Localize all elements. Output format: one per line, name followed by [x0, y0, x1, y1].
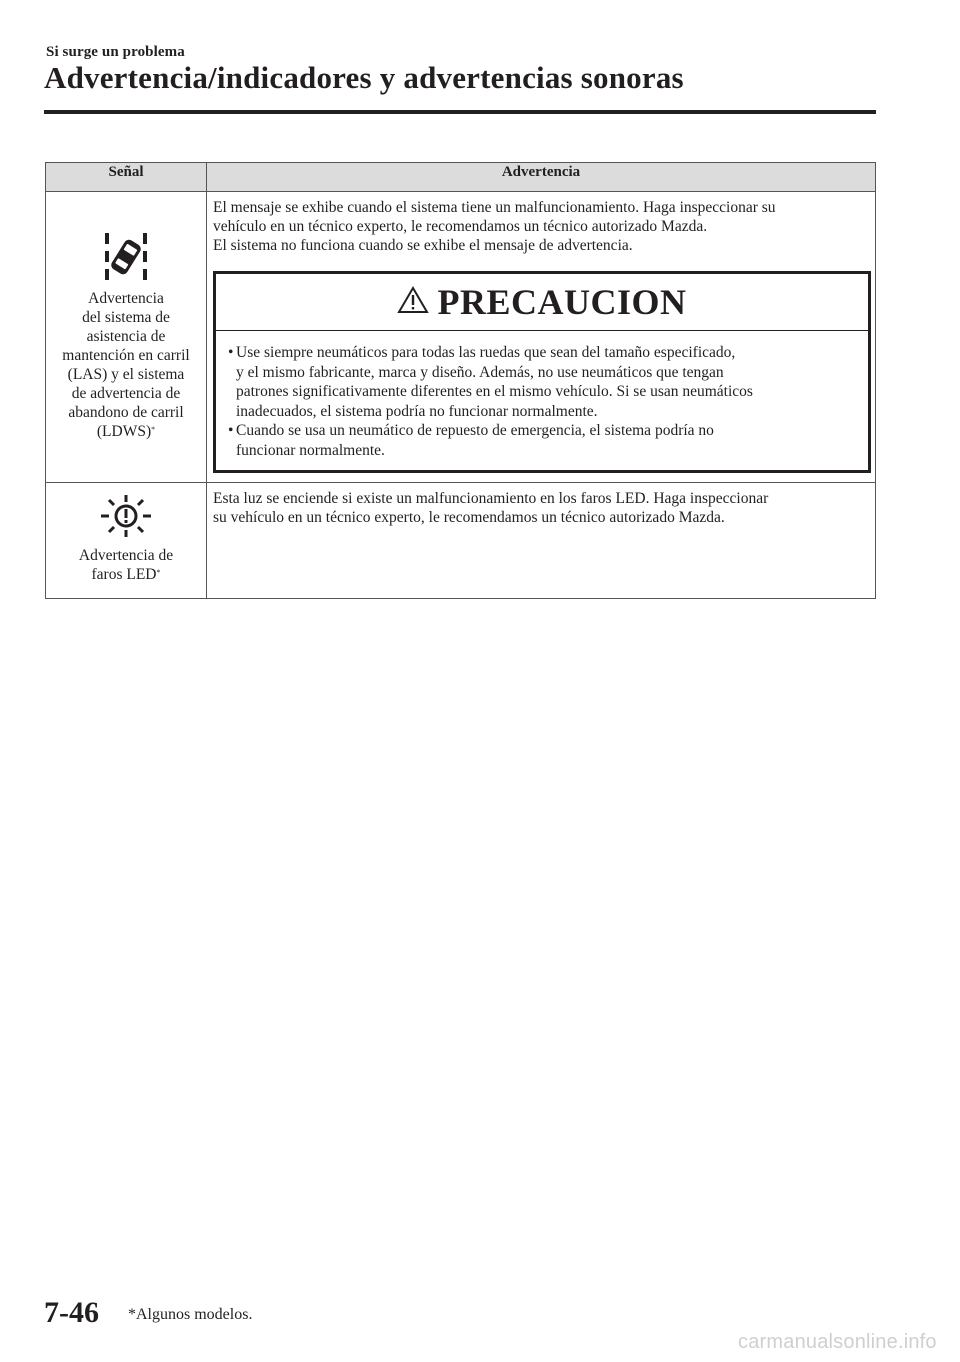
table-row	[46, 483, 876, 599]
precaution-bullet: • Cuando se usa un neumático de repuesto de emergencia, el sistema podría no funcionar normalmente.	[228, 422, 714, 459]
bullet-mark: •	[228, 422, 234, 439]
footnote: *Algunos modelos.	[128, 1306, 253, 1323]
precaution-bullet: • Use siempre neumáticos para todas las ruedas que sean del tamaño especificado, y el mismo fabricante, marca y diseño. Además, no use neumáticos que tengan patrones significativamente diferentes en el mismo vehículo. Si se usan neumáticos inadecuados, el sistema podría no funcionar normalmente.	[228, 344, 753, 420]
header-signal: Señal	[46, 163, 207, 192]
section-label: Si surge un problema	[46, 44, 185, 60]
description-cell: Esta luz se enciende si existe un malfuncionamiento en los faros LED. Haga inspeccionar su vehículo en un técnico experto, le recomendamos un técnico autorizado Mazda.	[207, 483, 876, 599]
precaution-body	[216, 331, 868, 470]
lane-warning-description: El mensaje se exhibe cuando el sistema tiene un malfuncionamiento. Haga inspeccionar su vehículo en un técnico experto, le recomendamos un técnico autorizado Mazda. El sistema no funciona cuando se exhibe el mensaje de advertencia.	[213, 199, 776, 254]
table-header-row	[46, 163, 876, 192]
footnote-mark: *	[156, 568, 161, 577]
page-title: Advertencia/indicadores y advertencias sonoras	[44, 60, 684, 95]
warning-triangle-icon	[397, 286, 429, 319]
warning-table	[45, 162, 876, 599]
table-row	[46, 192, 876, 483]
header-warning: Advertencia	[207, 163, 876, 192]
precaution-title: PRECAUCION	[437, 281, 687, 322]
watermark: carmanualsonline.info	[738, 1331, 937, 1353]
led-headlight-warning-icon	[48, 495, 204, 542]
footnote-mark: *	[151, 425, 156, 434]
signal-cell	[46, 192, 207, 483]
precaution-header	[216, 274, 868, 331]
title-divider	[44, 110, 876, 114]
bullet-mark: •	[228, 344, 234, 361]
page-number: 7-46	[44, 1296, 99, 1329]
lane-warning-label: Advertencia del sistema de asistencia de mantención en carril (LAS) y el sistema de advertencia de abandono de carril (LDWS)*	[62, 290, 190, 440]
led-warning-label: Advertencia de faros LED*	[78, 547, 174, 583]
precaution-box	[213, 271, 871, 473]
signal-cell	[46, 483, 207, 599]
lane-departure-warning-icon	[48, 232, 204, 287]
description-cell	[207, 192, 876, 483]
